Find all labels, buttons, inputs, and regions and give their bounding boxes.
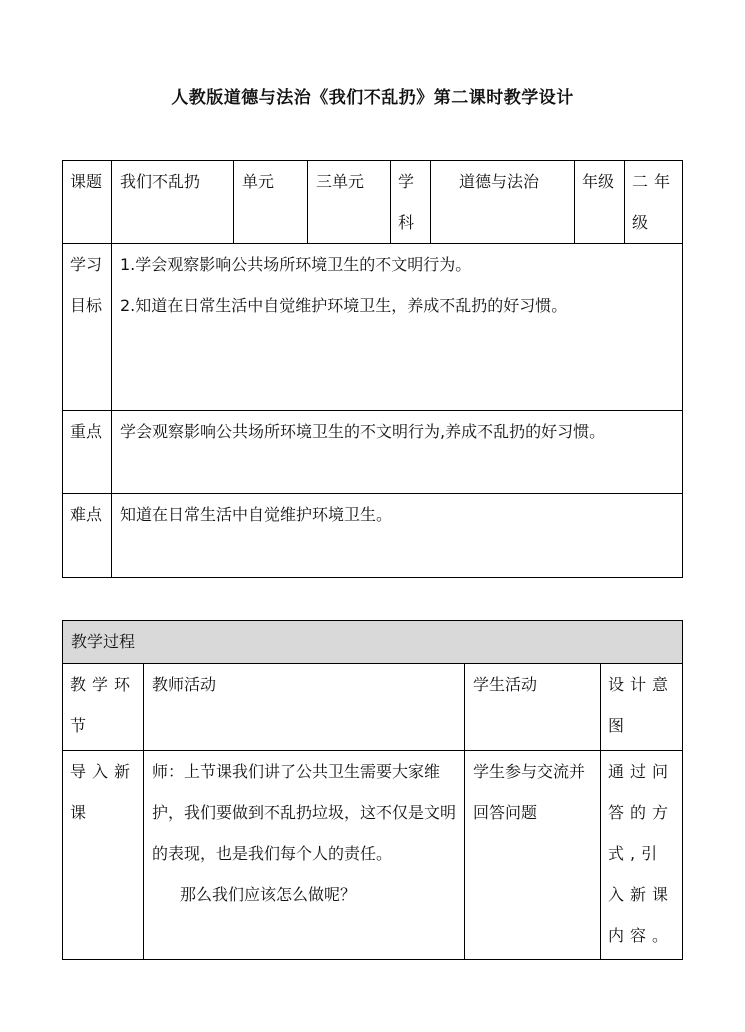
process-column-row [63,664,683,751]
document-title: 人教版道德与法治《我们不乱扔》第二课时教学设计 [171,88,574,108]
grade-value: 二年级 [625,161,683,244]
process-heading-row [63,621,683,664]
col-stage-header: 教学环节 [63,664,144,751]
teacher-paragraph: 师：上节课我们讲了公共卫生需要大家维护，我们要做到不乱扔垃圾，这不仅是文明的表现，也是我们每个人的责任。 [152,762,457,863]
intro-row [63,751,683,960]
topic-label: 课题 [63,161,112,244]
subject-label: 学科 [391,161,431,244]
process-heading: 教学过程 [63,621,683,664]
intro-student-activity: 学生参与交流并回答问题 [465,751,601,960]
goals-content [112,244,683,411]
topic-row [63,161,683,244]
intro-stage: 导入新课 [63,751,144,960]
lesson-info-table [62,160,683,578]
col-student-header: 学生活动 [465,664,601,751]
grade-label: 年级 [575,161,625,244]
goal-item: 2.知道在日常生活中自觉维护环境卫生，养成不乱扔的好习惯。 [120,296,568,315]
unit-label: 单元 [234,161,308,244]
goals-label: 学习目标 [63,244,112,411]
difficulty-label: 难点 [63,494,112,578]
key-point-value: 学会观察影响公共场所环境卫生的不文明行为,养成不乱扔的好习惯。 [112,411,683,494]
col-intent-header: 设计意图 [601,664,683,751]
intro-design-intent: 通过问答的方式,引入新课内容。 [601,751,683,960]
goals-row [63,244,683,411]
difficulty-row [63,494,683,578]
key-point-label: 重点 [63,411,112,494]
unit-value: 三单元 [308,161,391,244]
key-point-row [63,411,683,494]
teacher-question: 那么我们应该怎么做呢？ [180,885,357,904]
intro-teacher-activity [144,751,465,960]
teaching-process-table [62,620,683,960]
topic-value: 我们不乱扔 [112,161,234,244]
difficulty-value: 知道在日常生活中自觉维护环境卫生。 [112,494,683,578]
goal-item: 1.学会观察影响公共场所环境卫生的不文明行为。 [120,255,472,274]
subject-value: 道德与法治 [431,161,575,244]
col-teacher-header: 教师活动 [144,664,465,751]
